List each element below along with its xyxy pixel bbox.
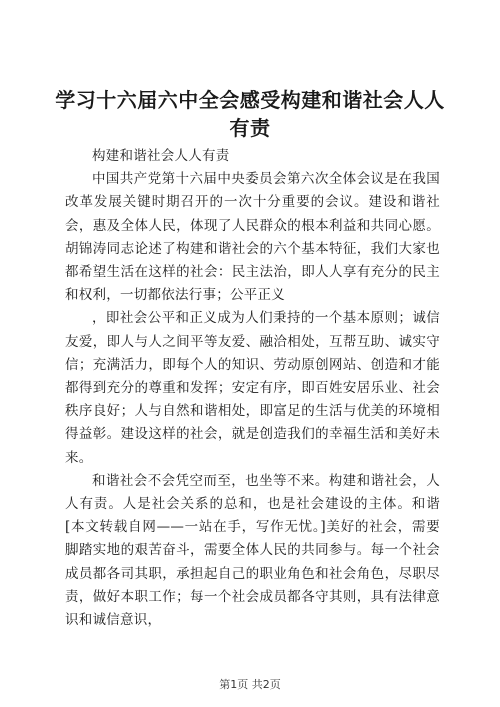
paragraph: 中国共产党第十六届中央委员会第六次全体会议是在我国改革发展关键时期召开的一次十分重要的会议。建设和谐社会，惠及全体人民，体现了人民群众的根本利益和共同心愿。胡锦涛同志论述了构建和谐社会的六个基本特征，我们大家也都希望生活在这样的社会：民主法治，即人人享有充分的民主和权利，一切都依法行事；公平正义: [65, 171, 440, 304]
document-subtitle: 构建和谐社会人人有责: [92, 148, 230, 164]
paragraph: ，即社会公平和正义成为人们秉持的一个基本原则；诚信友爱，即人与人之间平等友爱、融洽相处，互帮互助、诚实守信；充满活力，即每个人的知识、劳动原创网站、创造和才能都得到充分的尊重和发挥；安定有序，即百姓安居乐业、社会秩序良好；人与自然和谐相处，即富足的生活与优美的环境相得益彰。建设这样的社会，就是创造我们的幸福生活和美好未来。: [65, 310, 440, 466]
document-title: 学习十六届六中全会感受构建和谐社会人人有责: [55, 88, 445, 140]
document-body: [65, 145, 440, 632]
paragraph: 和谐社会不会凭空而至，也坐等不来。构建和谐社会，人人有责。人是社会关系的总和，也是社会建设的主体。和谐[本文转载自网——一站在手，写作无忧。]美好的社会，需要脚踏实地的艰苦奋斗，需要全体人民的共同参与。每一个社会成员都各司其职，承担起自己的职业角色和社会角色，尽职尽责，做好本职工作；每一个社会成员都各守其则，具有法律意识和诚信意识，: [65, 472, 440, 629]
page-number-footer: 第1页 共2页: [219, 678, 281, 691]
